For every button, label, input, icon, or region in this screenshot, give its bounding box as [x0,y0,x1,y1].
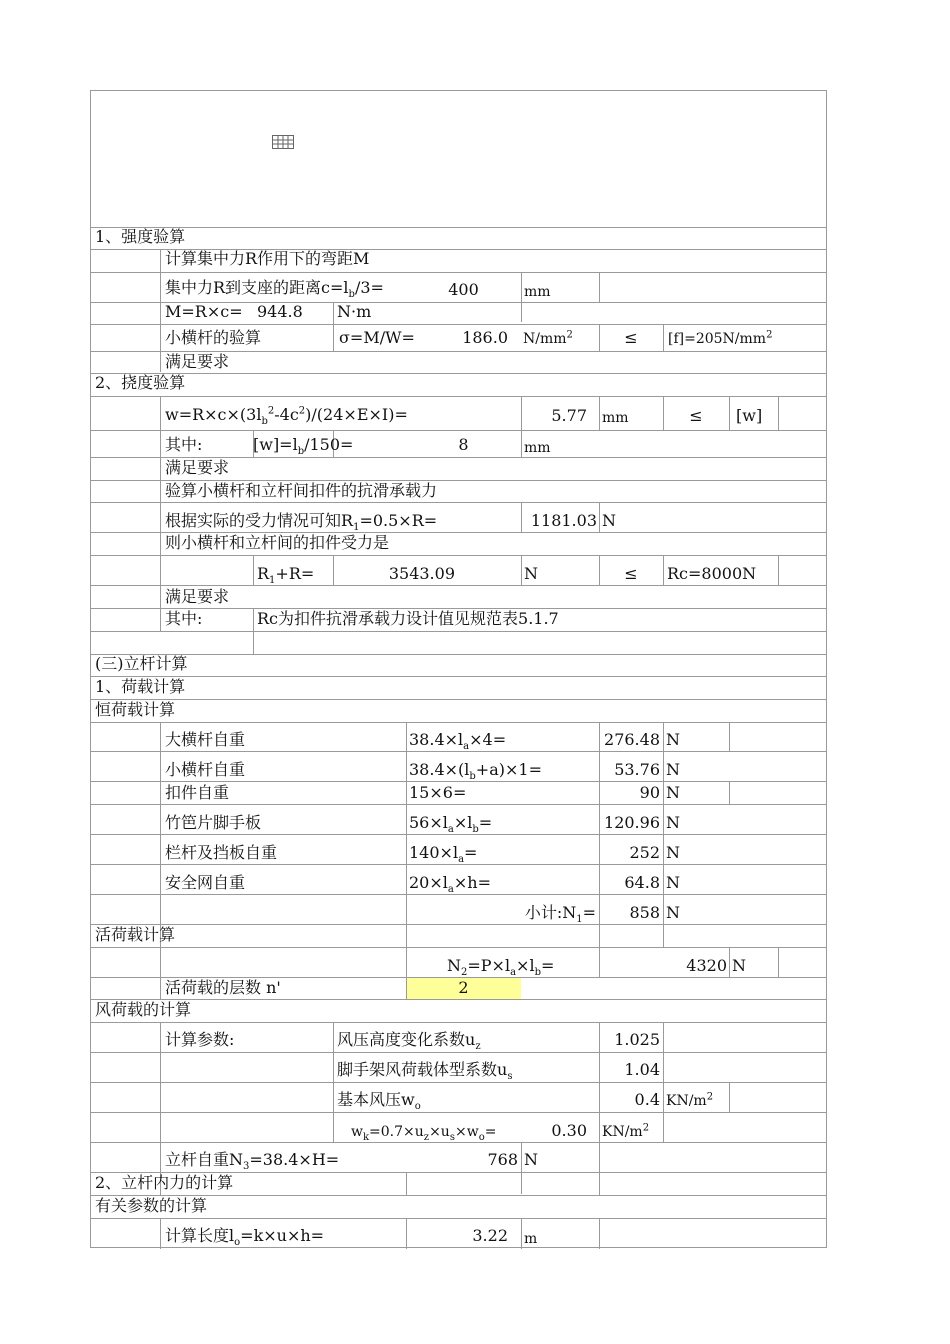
dead-load-subtotal-unit: N [666,903,680,922]
dead-load-formula: $140\times l_a=$ [409,843,478,866]
dead-load-value: 252 [629,843,660,862]
pole-self-weight-value: 768 [487,1150,518,1169]
dead-load-unit: N [666,843,680,862]
n2-formula: $N_2=P\times l_a\times l_b=$ [447,956,555,979]
dead-load-name: 安全网自重 [165,873,246,892]
n2-unit: N [732,956,746,975]
dead-load-name: 栏杆及挡板自重 [165,843,278,862]
moment-value: 944.8 [257,302,303,321]
distance-label: 集中力R到支座的距离$c=l_b/3=$ [165,278,384,301]
status-ok-text: 满足要求 [165,587,230,606]
sigma-unit: $N/mm^2$ [523,329,573,347]
wk-value: 0.30 [551,1121,587,1140]
dead-load-value: 90 [639,783,660,802]
us-label: 脚手架风荷载体型系数$u_s$ [337,1060,513,1083]
dead-load-unit: N [666,783,680,802]
dead-load-formula: $38.4\times l_a\times 4=$ [409,730,507,753]
calc-length-unit: m [524,1231,538,1247]
calc-length-value: 3.22 [472,1226,508,1245]
w0-value: 0.4 [634,1090,660,1109]
leq-symbol: ≤ [624,328,638,347]
dead-load-value: 276.48 [604,730,660,749]
allowable-deflection: [w] [736,406,763,425]
image-placeholder-icon [272,135,294,149]
uz-value: 1.025 [614,1030,660,1049]
dead-load-unit: N [666,730,680,749]
dead-load-subtotal-value: 858 [629,903,660,922]
dead-load-title: 恒荷载计算 [95,700,176,719]
allowable-deflection-unit: mm [524,440,551,456]
us-value: 1.04 [624,1060,660,1079]
dead-load-name: 小横杆自重 [165,760,246,779]
w0-label: 基本风压$w_o$ [337,1090,421,1113]
related-params-title: 有关参数的计算 [95,1196,208,1215]
live-load-layers-label: 活荷载的层数 n' [165,978,281,997]
r1-plus-r-formula: $R_1+R=$ [257,564,315,587]
section-pole-force-title: 2、立杆内力的计算 [95,1173,234,1192]
dead-load-formula: $38.4\times(l_b+a)\times 1=$ [409,760,542,783]
n2-value: 4320 [686,956,727,975]
sigma-value: 186.0 [462,328,508,347]
deflection-value: 5.77 [551,406,587,425]
rc-note: Rc为扣件抗滑承载力设计值见规范表5.1.7 [257,609,559,628]
dead-load-formula: $56\times l_a\times l_b=$ [409,813,493,836]
spreadsheet [90,90,827,1248]
dead-load-value: 64.8 [624,873,660,892]
dead-load-unit: N [666,760,680,779]
dead-load-value: 120.96 [604,813,660,832]
sigma-formula: σ=M/W= [339,328,415,347]
allowable-clamp-force: Rc=8000N [667,564,757,583]
dead-load-name: 大横杆自重 [165,730,246,749]
distance-value: 400 [448,280,479,299]
qizhong-label: 其中: [165,609,203,628]
calc-length-label: 计算长度$l_o=k\times u\times h=$ [165,1226,325,1249]
clamp-force-label: 则小横杆和立杆间的扣件受力是 [165,533,390,552]
dead-load-subtotal-label: 小计$:N_1=$ [524,903,596,926]
allowable-deflection-formula: $[w]=l_b/150=$ [253,435,354,458]
allowable-deflection-value: 8 [458,435,469,454]
small-beam-check-label: 小横杆的验算 [165,328,262,347]
wind-load-title: 风荷载的计算 [95,1000,192,1019]
calc-params-label: 计算参数: [165,1030,235,1049]
dead-load-unit: N [666,813,680,832]
pole-self-weight-unit: N [524,1150,538,1169]
moment-unit: N·m [337,302,372,321]
leq-symbol: ≤ [689,406,703,425]
r1-plus-r-value: 3543.09 [388,564,455,583]
dead-load-unit: N [666,873,680,892]
pole-self-weight-label: 立杆自重$N_3=38.4\times H=$ [165,1150,340,1173]
live-load-title: 活荷载计算 [95,925,176,944]
dead-load-formula: 15×6= [409,783,467,802]
deflection-formula: $w=R\times c\times(3l_b^2-4c^2)/(24\times E\times I)=$ [165,405,408,428]
dead-load-formula: $20\times l_a\times h=$ [409,873,491,896]
slip-check-title: 验算小横杆和立杆间扣件的抗滑承载力 [165,481,438,500]
section-deflection-title: 2、挠度验算 [95,373,186,392]
dead-load-name: 竹笆片脚手板 [165,813,262,832]
wk-formula: $w_k=0.7\times u_z\times u_s\times w_o=$ [351,1124,497,1143]
deflection-unit: mm [602,410,629,426]
dead-load-name: 扣件自重 [165,783,230,802]
section-strength-title: 1、强度验算 [95,227,186,246]
r1-plus-r-unit: N [524,564,538,583]
r1-label: 根据实际的受力情况可知$R_1=0.5\times R=$ [165,511,438,534]
allowable-stress: $[f]=205N/mm^2$ [668,329,773,347]
distance-unit: mm [524,284,551,300]
dead-load-value: 53.76 [614,760,660,779]
wk-unit: $KN/m^2$ [602,1122,650,1140]
section-pole-title: (三)立杆计算 [95,654,188,673]
load-calc-title: 1、荷载计算 [95,677,186,696]
bending-moment-label: 计算集中力R作用下的弯距M [165,249,370,268]
uz-label: 风压高度变化系数$u_z$ [337,1030,481,1053]
qizhong-label: 其中: [165,435,203,454]
r1-unit: N [602,511,616,530]
live-load-layers-value[interactable]: 2 [458,978,469,997]
r1-value: 1181.03 [530,511,597,530]
moment-formula: M=R×c= [165,302,243,321]
status-ok-text: 满足要求 [165,458,230,477]
leq-symbol: ≤ [624,564,638,583]
status-ok-text: 满足要求 [165,352,230,371]
w0-unit: $KN/m^2$ [666,1091,714,1109]
